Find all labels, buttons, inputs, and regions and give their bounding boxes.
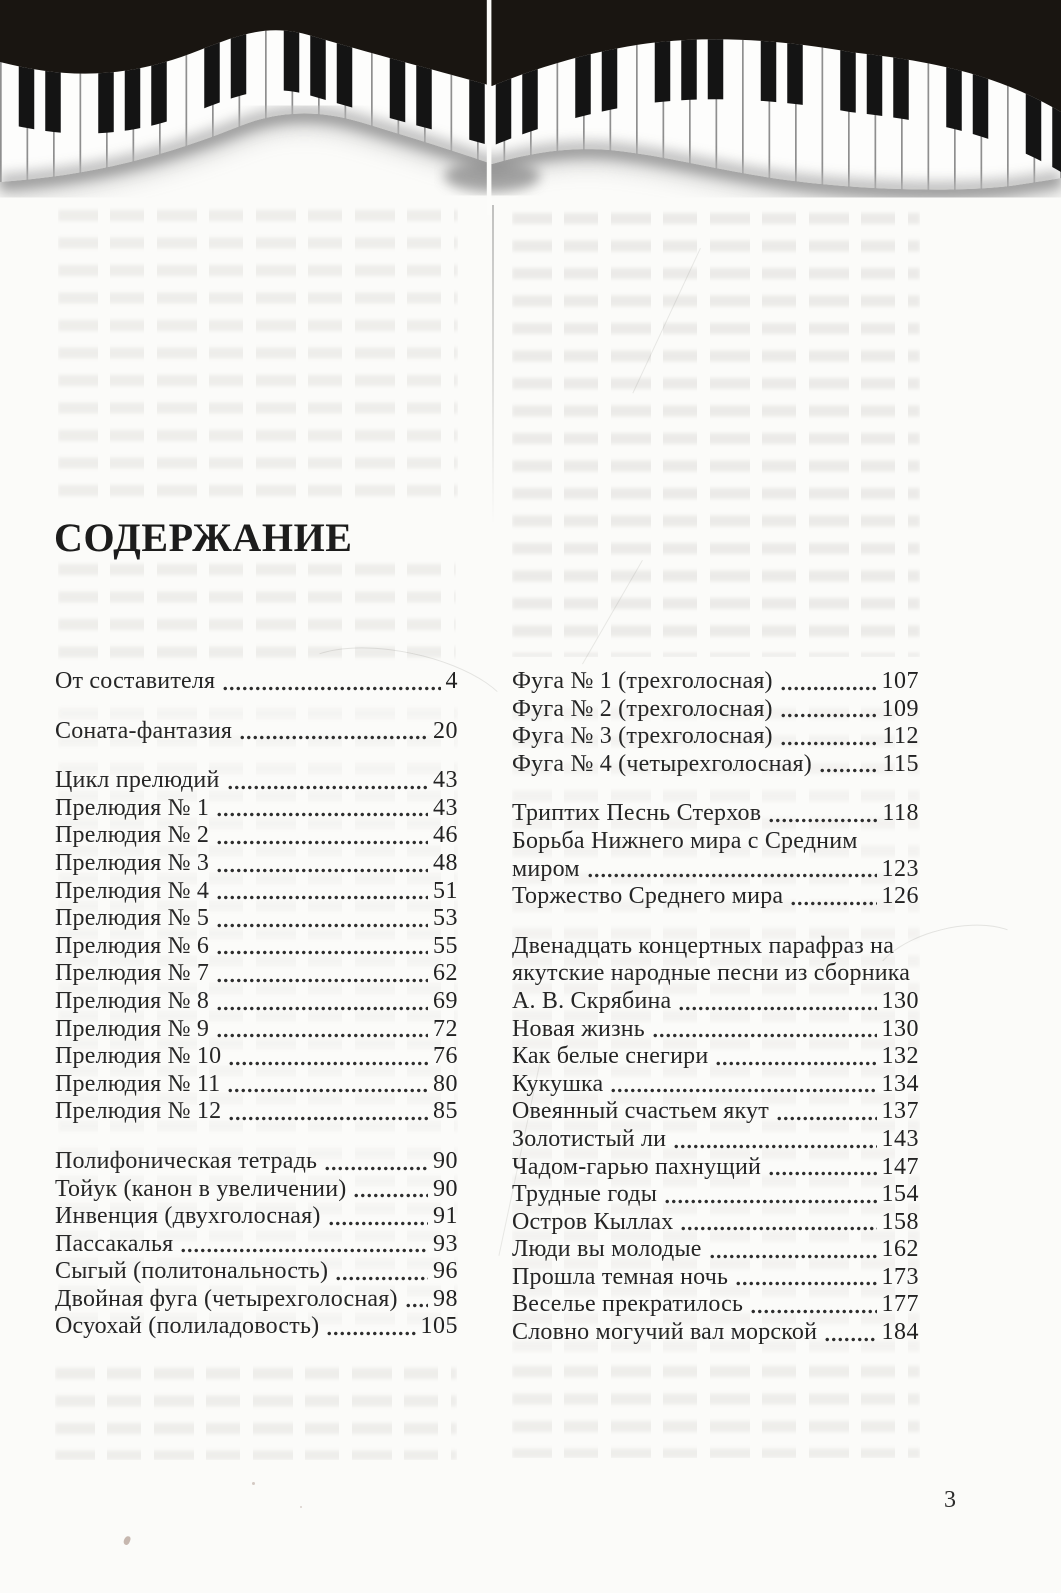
toc-entry-text: миром [512, 855, 580, 882]
toc-entry-line [512, 696, 919, 724]
toc-entry-line [512, 800, 919, 828]
bleedthrough-texture [58, 202, 458, 500]
toc-page-number: 48 [433, 849, 458, 876]
dot-leader-icon [664, 1199, 876, 1204]
dot-leader-icon [216, 923, 428, 928]
toc-page-number: 130 [881, 1015, 919, 1042]
toc-group [512, 800, 919, 910]
toc-page-number: 126 [881, 883, 919, 910]
toc-page-number: 91 [433, 1203, 458, 1230]
toc-entry-line [55, 850, 458, 878]
toc-entry-line [55, 1313, 458, 1341]
toc-entry-text: Торжество Среднего мира [512, 883, 784, 910]
toc-entry-text: Веселье прекратилось [512, 1291, 744, 1318]
toc-entry-text: Борьба Нижнего мира с Средним [512, 827, 858, 854]
toc-entry-line [55, 1286, 458, 1314]
toc-entry-text: Золотистый ли [512, 1125, 667, 1152]
toc-group [55, 718, 458, 746]
toc-entry-text: Прелюдия № 3 [55, 849, 210, 876]
dot-leader-icon [780, 713, 877, 718]
toc-page-number: 143 [881, 1125, 919, 1152]
toc-entry-line [512, 828, 919, 856]
dot-leader-icon [768, 1171, 876, 1176]
dot-leader-icon [587, 873, 877, 878]
dot-leader-icon [328, 1221, 428, 1226]
dot-leader-icon [335, 1276, 428, 1281]
dot-leader-icon [709, 1254, 877, 1259]
toc-page-number: 134 [881, 1070, 919, 1097]
toc-group [512, 933, 919, 1347]
toc-page-number: 53 [433, 905, 458, 932]
bleedthrough-texture [55, 1360, 457, 1460]
dot-leader-icon [652, 1033, 877, 1038]
piano-keyboard-icon [0, 0, 1061, 215]
toc-entry-line [55, 1258, 458, 1286]
dot-leader-icon [216, 895, 428, 900]
toc-entry-text: Прелюдия № 1 [55, 794, 210, 821]
dot-leader-icon [239, 735, 428, 740]
toc-entry-text: Фуга № 1 (трехголосная) [512, 668, 773, 694]
toc-entry-line [512, 1126, 919, 1154]
toc-entry-line [512, 1319, 919, 1347]
toc-page-number: 137 [881, 1098, 919, 1125]
toc-page-number: 20 [433, 717, 458, 744]
toc-entry-line [512, 1098, 919, 1126]
toc-entry-line [55, 1043, 458, 1071]
dot-leader-icon [216, 978, 428, 983]
dot-leader-icon [353, 1193, 428, 1198]
toc-page-number: 109 [881, 695, 919, 722]
toc-group [55, 1148, 458, 1341]
toc-entry-text: Соната-фантазия [55, 717, 233, 744]
toc-entry-line [512, 856, 919, 884]
toc-page-number: 93 [433, 1230, 458, 1257]
bleedthrough-texture [58, 556, 456, 662]
toc-entry-text: Инвенция (двухголосная) [55, 1203, 321, 1230]
dot-leader-icon [768, 818, 877, 823]
scan-speck [123, 1535, 132, 1546]
page-title: СОДЕРЖАНИЕ [54, 515, 353, 560]
toc-group [512, 668, 919, 778]
folio-page-number: 3 [944, 1487, 956, 1513]
toc-page-number: 69 [433, 987, 458, 1014]
toc-entry-text: От составителя [55, 668, 216, 694]
toc-entry-text: Двойная фуга (четырехголосная) [55, 1285, 398, 1312]
toc-entry-line [55, 933, 458, 961]
toc-entry-text: Полифоническая тетрадь [55, 1147, 318, 1174]
toc-page-number: 115 [882, 750, 919, 777]
toc-page-number: 72 [433, 1015, 458, 1042]
toc-entry-line [55, 795, 458, 823]
toc-entry-text: Прелюдия № 7 [55, 960, 210, 987]
toc-entry-text: Прелюдия № 5 [55, 905, 210, 932]
dot-leader-icon [228, 1061, 428, 1066]
toc-entry-text: Триптих Песнь Стерхов [512, 800, 762, 827]
toc-page-number: 112 [882, 723, 919, 750]
dot-leader-icon [228, 1116, 428, 1121]
toc-entry-text: Осуохай (полиладовость) [55, 1313, 320, 1340]
dot-leader-icon [776, 1116, 877, 1121]
toc-group [55, 767, 458, 1126]
toc-entry-text: Словно могучий вал морской [512, 1319, 818, 1346]
toc-entry-line [55, 1203, 458, 1231]
toc-entry-text: А. В. Скрябина [512, 987, 672, 1014]
bleedthrough-texture [512, 1358, 920, 1458]
scan-speck [252, 1482, 255, 1485]
toc-entry-text: Прелюдия № 2 [55, 822, 210, 849]
toc-page-number: 76 [433, 1043, 458, 1070]
toc-page-number: 96 [433, 1258, 458, 1285]
toc-entry-text: Фуга № 4 (четырехголосная) [512, 750, 812, 777]
toc-entry-line [512, 933, 919, 961]
dot-leader-icon [216, 1033, 428, 1038]
toc-page-number: 162 [881, 1236, 919, 1263]
toc-entry-text: Тойук (канон в увеличении) [55, 1175, 347, 1202]
toc-entry-text: Сыгый (политональность) [55, 1258, 329, 1285]
dot-leader-icon [216, 868, 428, 873]
toc-entry-line [55, 905, 458, 933]
dot-leader-icon [227, 1088, 428, 1093]
toc-entry-line [512, 1071, 919, 1099]
dot-leader-icon [790, 901, 876, 906]
toc-entry-line [55, 1071, 458, 1099]
bleedthrough-texture [512, 205, 920, 657]
dot-leader-icon [780, 686, 877, 691]
toc-page-number: 105 [420, 1313, 458, 1340]
toc-page-number: 147 [881, 1153, 919, 1180]
toc-entry-line [55, 1231, 458, 1259]
toc-column-right [512, 668, 919, 1347]
page-gutter [487, 0, 492, 215]
toc-entry-text: Двенадцать концертных парафраз на [512, 932, 895, 959]
toc-entry-line [55, 1176, 458, 1204]
toc-entry-text: Трудные годы [512, 1181, 658, 1208]
toc-column-left [55, 668, 458, 1341]
toc-page-number: 43 [433, 767, 458, 794]
toc-entry-text: Прелюдия № 11 [55, 1070, 221, 1097]
dot-leader-icon [819, 768, 877, 773]
dot-leader-icon [680, 1226, 876, 1231]
dot-leader-icon [222, 686, 440, 691]
toc-entry-text: Люди вы молодые [512, 1236, 702, 1263]
toc-page-number: 107 [881, 668, 919, 694]
toc-entry-line [512, 960, 919, 988]
toc-entry-line [512, 723, 919, 751]
toc-entry-text: Прелюдия № 4 [55, 877, 210, 904]
toc-entry-line [55, 878, 458, 906]
toc-entry-line [512, 988, 919, 1016]
toc-entry-line [55, 1148, 458, 1176]
toc-entry-line [512, 1181, 919, 1209]
toc-page-number: 118 [882, 800, 919, 827]
toc-page-number: 80 [433, 1070, 458, 1097]
dot-leader-icon [324, 1166, 428, 1171]
scan-speck [300, 1506, 302, 1508]
toc-page-number: 154 [881, 1181, 919, 1208]
toc-page-number: 184 [881, 1319, 919, 1346]
toc-entry-line [55, 1098, 458, 1126]
toc-entry-text: Фуга № 3 (трехголосная) [512, 723, 773, 750]
dot-leader-icon [216, 812, 428, 817]
dot-leader-icon [216, 1006, 428, 1011]
toc-page-number: 51 [433, 877, 458, 904]
dot-leader-icon [824, 1337, 876, 1342]
dot-leader-icon [227, 785, 429, 790]
dot-leader-icon [405, 1303, 428, 1308]
dot-leader-icon [610, 1088, 876, 1093]
toc-page-number: 98 [433, 1285, 458, 1312]
dot-leader-icon [180, 1248, 428, 1253]
toc-entry-text: Новая жизнь [512, 1015, 645, 1042]
toc-entry-text: якутские народные песни из сборника [512, 960, 911, 987]
toc-entry-line [55, 668, 458, 696]
toc-entry-text: Цикл прелюдий [55, 767, 220, 794]
toc-entry-line [512, 1154, 919, 1182]
dot-leader-icon [735, 1281, 876, 1286]
toc-page-number: 158 [881, 1208, 919, 1235]
dot-leader-icon [678, 1006, 876, 1011]
toc-entry-text: Остров Кыллах [512, 1208, 674, 1235]
toc-entry-line [512, 1043, 919, 1071]
toc-page-number: 177 [881, 1291, 919, 1318]
toc-entry-text: Как белые снегири [512, 1043, 709, 1070]
toc-page-number: 46 [433, 822, 458, 849]
toc-page-number: 173 [881, 1263, 919, 1290]
toc-entry-line [55, 988, 458, 1016]
dot-leader-icon [780, 741, 878, 746]
toc-entry-text: Кукушка [512, 1070, 604, 1097]
toc-entry-text: Прелюдия № 6 [55, 932, 210, 959]
toc-page-number: 90 [433, 1147, 458, 1174]
toc-entry-text: Прелюдия № 10 [55, 1043, 222, 1070]
dot-leader-icon [750, 1309, 876, 1314]
dot-leader-icon [216, 950, 428, 955]
toc-page-number: 62 [433, 960, 458, 987]
toc-entry-line [55, 718, 458, 746]
dot-leader-icon [216, 840, 428, 845]
dot-leader-icon [715, 1061, 876, 1066]
dot-leader-icon [326, 1331, 415, 1336]
toc-entry-line [512, 1236, 919, 1264]
toc-page-number: 132 [881, 1043, 919, 1070]
toc-entry-line [512, 1264, 919, 1292]
toc-entry-text: Прошла темная ночь [512, 1263, 729, 1290]
toc-entry-line [512, 1291, 919, 1319]
toc-entry-text: Овеянный счастьем якут [512, 1098, 769, 1125]
toc-entry-text: Прелюдия № 9 [55, 1015, 210, 1042]
dot-leader-icon [673, 1144, 876, 1149]
gutter-shadow-line [492, 205, 494, 525]
toc-entry-text: Прелюдия № 12 [55, 1098, 222, 1125]
toc-entry-text: Чадом-гарью пахнущий [512, 1153, 762, 1180]
toc-page-number: 4 [445, 668, 458, 694]
toc-entry-line [55, 767, 458, 795]
toc-group [55, 668, 458, 696]
toc-entry-line [512, 1016, 919, 1044]
toc-entry-line [512, 883, 919, 911]
toc-page-number: 43 [433, 794, 458, 821]
toc-page-number: 55 [433, 932, 458, 959]
toc-entry-line [55, 822, 458, 850]
toc-page-number: 123 [881, 855, 919, 882]
toc-page-number: 90 [433, 1175, 458, 1202]
toc-entry-text: Прелюдия № 8 [55, 987, 210, 1014]
toc-entry-line [512, 668, 919, 696]
toc-entry-line [512, 751, 919, 779]
toc-page-number: 130 [881, 987, 919, 1014]
toc-entry-line [55, 960, 458, 988]
toc-entry-text: Фуга № 2 (трехголосная) [512, 695, 773, 722]
toc-entry-text: Пассакалья [55, 1230, 174, 1257]
toc-entry-line [55, 1016, 458, 1044]
toc-page-number: 85 [433, 1098, 458, 1125]
toc-entry-line [512, 1209, 919, 1237]
